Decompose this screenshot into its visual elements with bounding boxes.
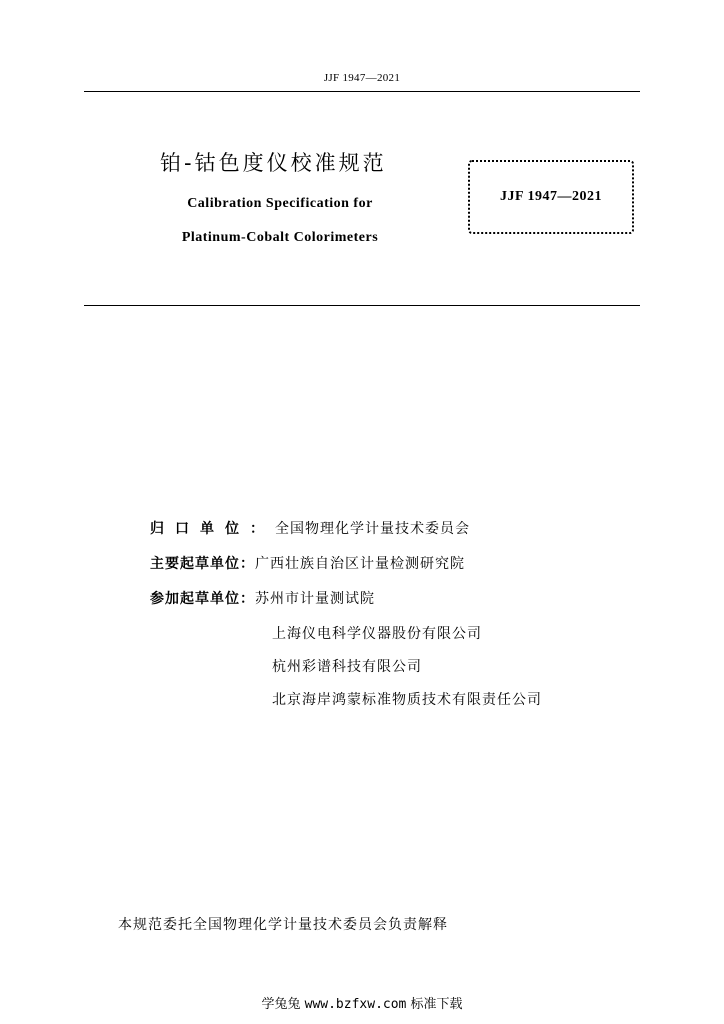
main-drafting-unit-label: 主要起草单位： (150, 556, 255, 572)
footer-watermark (0, 993, 724, 1012)
footer-url-link[interactable]: www.bzfxw.com (304, 997, 407, 1012)
middle-divider (84, 305, 640, 306)
footer-prefix: 学兔兔 (261, 997, 301, 1012)
standard-code-box (468, 160, 634, 234)
footer-suffix: 标准下载 (410, 997, 463, 1012)
standard-code-box-text: JJF 1947—2021 (499, 189, 603, 204)
top-divider (84, 91, 640, 92)
responsible-unit-row (150, 519, 470, 539)
title-chinese: 铂-钴色度仪校准规范 (160, 151, 387, 175)
participating-unit-value: 苏州市计量测试院 (255, 591, 375, 607)
title-english-line1: Calibration Specification for (187, 196, 373, 211)
main-drafting-unit-row (150, 554, 465, 574)
interpretation-note: 本规范委托全国物理化学计量技术委员会负责解释 (118, 917, 448, 933)
main-drafting-unit-value: 广西壮族自治区计量检测研究院 (255, 556, 465, 572)
responsible-unit-value: 全国物理化学计量技术委员会 (275, 521, 470, 537)
participating-unit-row (150, 589, 375, 609)
participating-unit-value: 上海仪电科学仪器股份有限公司 (272, 626, 482, 642)
participating-unit-label: 参加起草单位： (150, 591, 255, 607)
header-standard-code: JJF 1947—2021 (323, 72, 401, 84)
participating-unit-value: 北京海岸鸿蒙标准物质技术有限责任公司 (272, 692, 542, 708)
responsible-unit-label: 归口单位： (150, 521, 275, 537)
participating-unit-value: 杭州彩谱科技有限公司 (272, 659, 422, 675)
title-english-line2: Platinum-Cobalt Colorimeters (181, 230, 379, 245)
